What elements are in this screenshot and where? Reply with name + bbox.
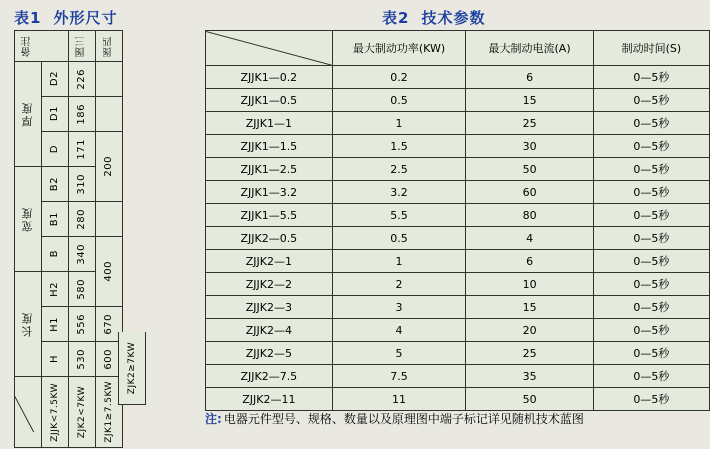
table-row — [206, 250, 710, 273]
table-row — [206, 158, 710, 181]
cell-power: 3 — [332, 296, 466, 319]
table1-diagonal-cell — [15, 377, 42, 448]
cell-current: 20 — [466, 319, 594, 342]
table1-row-name: H2 — [42, 272, 69, 307]
table2-header-power: 最大制动功率(KW) — [332, 31, 466, 66]
cell-power: 0.5 — [332, 227, 466, 250]
cell-time: 0—5秒 — [593, 342, 709, 365]
footnote — [205, 410, 584, 427]
table-row — [206, 388, 710, 411]
table1-cell-value: 400 — [96, 237, 123, 307]
table1-title — [14, 7, 117, 28]
cell-time: 0—5秒 — [593, 296, 709, 319]
table-row — [206, 227, 710, 250]
cell-time: 0—5秒 — [593, 365, 709, 388]
table1-row-name: H — [42, 342, 69, 377]
cell-time: 0—5秒 — [593, 319, 709, 342]
table2 — [205, 30, 710, 411]
cell-model: ZJJK2—11 — [206, 388, 333, 411]
table1-cell-value: 226 — [69, 62, 96, 97]
table-row — [206, 181, 710, 204]
cell-time: 0—5秒 — [593, 181, 709, 204]
table1-cell-value: 310 — [69, 167, 96, 202]
table-row — [206, 204, 710, 227]
table-row — [206, 273, 710, 296]
table2-diagonal-cell — [206, 31, 333, 66]
table1-cell-value: 280 — [69, 202, 96, 237]
table-row — [206, 365, 710, 388]
table1-row-name: B2 — [42, 167, 69, 202]
cell-power: 2 — [332, 273, 466, 296]
table-row — [206, 112, 710, 135]
table1-footer-model: ZJK2<7KW — [69, 377, 96, 448]
cell-current: 50 — [466, 388, 594, 411]
table1-cell-value: 580 — [69, 272, 96, 307]
cell-power: 1 — [332, 112, 466, 135]
table1-cell-value — [96, 62, 123, 97]
cell-time: 0—5秒 — [593, 89, 709, 112]
cell-time: 0—5秒 — [593, 135, 709, 158]
cell-power: 1 — [332, 250, 466, 273]
cell-current: 50 — [466, 158, 594, 181]
table1-row-name: H1 — [42, 307, 69, 342]
cell-time: 0—5秒 — [593, 227, 709, 250]
table1-cell-value: 340 — [69, 237, 96, 272]
cell-model: ZJJK1—1 — [206, 112, 333, 135]
cell-power: 0.2 — [332, 66, 466, 89]
table2-header-time: 制动时间(S) — [593, 31, 709, 66]
table-row — [206, 319, 710, 342]
table1-row-name: D — [42, 132, 69, 167]
cell-time: 0—5秒 — [593, 273, 709, 296]
cell-power: 0.5 — [332, 89, 466, 112]
cell-model: ZJJK1—0.2 — [206, 66, 333, 89]
cell-current: 30 — [466, 135, 594, 158]
cell-time: 0—5秒 — [593, 158, 709, 181]
footnote-label: 注: — [205, 412, 222, 426]
table1-title-text: 外形尺寸 — [53, 9, 117, 27]
table-row — [206, 66, 710, 89]
table-row — [206, 342, 710, 365]
cell-current: 80 — [466, 204, 594, 227]
table1-cell-value — [96, 202, 123, 237]
table1-group-label: 长度 — [15, 272, 42, 377]
cell-current: 15 — [466, 296, 594, 319]
cell-current: 10 — [466, 273, 594, 296]
table1-cell-value: 186 — [69, 97, 96, 132]
cell-power: 11 — [332, 388, 466, 411]
table1-footer-model: ZJK1≥7.5KW — [96, 377, 123, 448]
cell-power: 2.5 — [332, 158, 466, 181]
table-row — [206, 296, 710, 319]
table1-row-name: B — [42, 237, 69, 272]
cell-current: 25 — [466, 342, 594, 365]
cell-model: ZJJK1—2.5 — [206, 158, 333, 181]
cell-current: 35 — [466, 365, 594, 388]
cell-model: ZJJK1—5.5 — [206, 204, 333, 227]
cell-power: 1.5 — [332, 135, 466, 158]
table2-title-number: 表2 — [382, 9, 409, 27]
cell-current: 4 — [466, 227, 594, 250]
cell-time: 0—5秒 — [593, 112, 709, 135]
table1-group-label: 厚度 — [15, 62, 42, 167]
table1-footer-row — [15, 377, 123, 448]
diagonal-line-icon — [15, 377, 35, 432]
cell-power: 3.2 — [332, 181, 466, 204]
table1-header-col-1: 图三 — [69, 31, 96, 62]
table1-cell-value: 200 — [96, 132, 123, 202]
cell-model: ZJJK2—5 — [206, 342, 333, 365]
footnote-text: 电器元件型号、规格、数量以及原理图中端子标记详见随机技术蓝图 — [224, 412, 584, 426]
cell-power: 7.5 — [332, 365, 466, 388]
table1-cell-value — [96, 97, 123, 132]
table1-cell-value: 600 — [96, 342, 123, 377]
cell-time: 0—5秒 — [593, 388, 709, 411]
cell-model: ZJJK1—1.5 — [206, 135, 333, 158]
table1-header-row — [15, 31, 123, 62]
table1-dimensions — [14, 30, 123, 449]
cell-current: 6 — [466, 250, 594, 273]
cell-model: ZJJK1—3.2 — [206, 181, 333, 204]
table1-row-name: D1 — [42, 97, 69, 132]
table2-header-row — [206, 31, 710, 66]
table1-group-label: 宽度 — [15, 167, 42, 272]
cell-time: 0—5秒 — [593, 250, 709, 273]
table1-header-remark: 备注 — [15, 31, 69, 62]
cell-model: ZJJK2—7.5 — [206, 365, 333, 388]
cell-power: 4 — [332, 319, 466, 342]
table1-cell-value: 171 — [69, 132, 96, 167]
table1-footer-model-4: ZJK2≥7KW — [118, 332, 146, 405]
table1-title-number: 表1 — [14, 9, 41, 27]
table-row — [206, 135, 710, 158]
cell-current: 25 — [466, 112, 594, 135]
table1-footer-model: ZJJK<7.5KW — [42, 377, 69, 448]
table1-row-name: D2 — [42, 62, 69, 97]
table1-row-name: B1 — [42, 202, 69, 237]
cell-model: ZJJK1—0.5 — [206, 89, 333, 112]
cell-current: 60 — [466, 181, 594, 204]
cell-model: ZJJK2—4 — [206, 319, 333, 342]
cell-power: 5 — [332, 342, 466, 365]
cell-power: 5.5 — [332, 204, 466, 227]
table1-cell-value: 556 — [69, 307, 96, 342]
diagonal-line-icon — [206, 31, 332, 66]
table2-title — [382, 7, 485, 28]
table2-title-text: 技术参数 — [421, 9, 485, 27]
table1-cell-value: 670 — [96, 307, 123, 342]
cell-time: 0—5秒 — [593, 66, 709, 89]
table2-specs — [205, 30, 710, 411]
cell-current: 6 — [466, 66, 594, 89]
table1 — [14, 30, 123, 449]
cell-model: ZJJK2—2 — [206, 273, 333, 296]
cell-model: ZJJK2—1 — [206, 250, 333, 273]
table-row — [206, 89, 710, 112]
cell-time: 0—5秒 — [593, 204, 709, 227]
table1-row — [15, 62, 123, 97]
cell-model: ZJJK2—0.5 — [206, 227, 333, 250]
cell-model: ZJJK2—3 — [206, 296, 333, 319]
table2-header-current: 最大制动电流(A) — [466, 31, 594, 66]
table1-header-col-2: 图四 — [96, 31, 123, 62]
cell-current: 15 — [466, 89, 594, 112]
table1-cell-value: 530 — [69, 342, 96, 377]
